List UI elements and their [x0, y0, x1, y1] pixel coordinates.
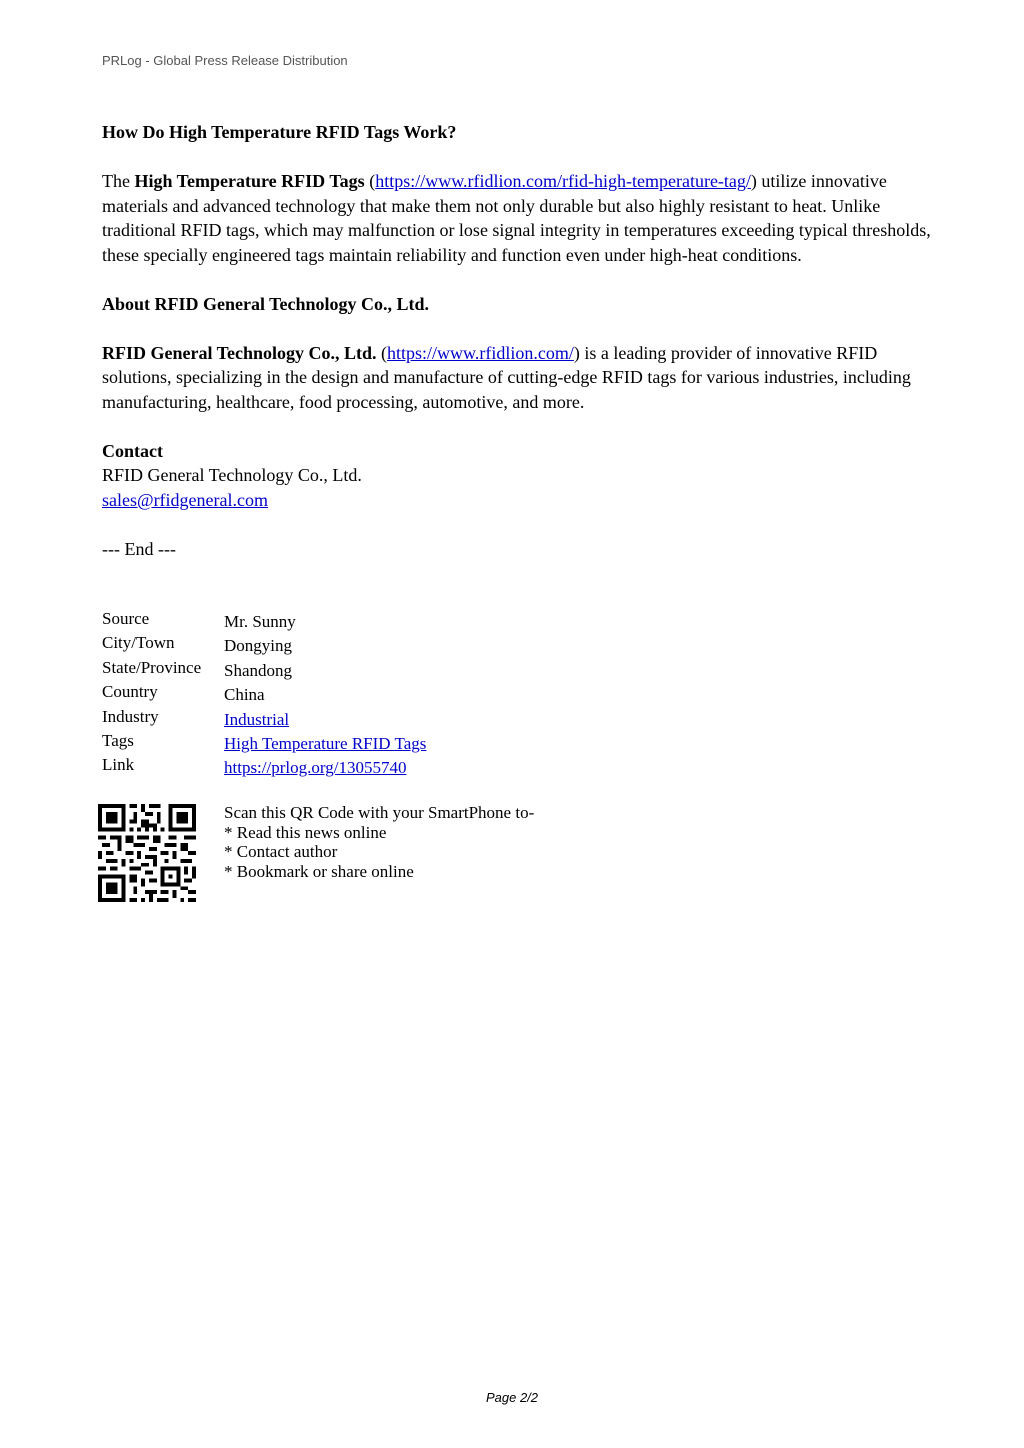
contact-email-link[interactable]: sales@rfidgeneral.com — [102, 489, 269, 510]
end-marker: --- End --- — [102, 538, 176, 559]
qr-line: Scan this QR Code with your SmartPhone to- — [224, 803, 535, 822]
high-temp-tag-link[interactable]: https://www.rfidlion.com/rfid-high-temperature-tag/ — [375, 171, 751, 191]
meta-row-city — [102, 633, 426, 657]
paragraph-about-bold: RFID General Technology Co., Ltd. — [102, 342, 377, 363]
meta-row-tags — [102, 731, 426, 755]
contact-company: RFID General Technology Co., Ltd. — [102, 465, 362, 485]
meta-key: State/Province — [102, 657, 202, 677]
paragraph-how — [102, 169, 932, 267]
meta-value: Shandong — [224, 660, 292, 680]
page-number: Page 2/2 — [485, 1390, 539, 1405]
page-header: PRLog - Global Press Release Distribution — [102, 53, 348, 68]
contact-heading: Contact — [102, 440, 163, 461]
meta-key: Link — [102, 755, 135, 775]
meta-value: China — [224, 685, 265, 705]
meta-key: Source — [102, 609, 150, 628]
section-heading-how: How Do High Temperature RFID Tags Work? — [102, 122, 457, 142]
qr-line: * Contact author — [224, 842, 338, 861]
paragraph-about-rest: ) is a leading provider of innovative RFID solutions, specializing in the design and manufacture of cutting-edge RFID tags for various industries, including manufacturing, healthcare, food processing, automotive, and more. — [102, 342, 911, 412]
meta-row-country — [102, 682, 426, 706]
paragraph-how-bold: High Temperature RFID Tags — [134, 171, 365, 191]
qr-line: * Read this news online — [224, 822, 387, 842]
meta-value: Dongying — [224, 636, 292, 656]
industry-link[interactable]: Industrial — [224, 709, 290, 729]
meta-key: Industry — [102, 706, 159, 726]
meta-row-source — [102, 609, 426, 633]
meta-key: City/Town — [102, 633, 175, 653]
meta-key: Country — [102, 682, 158, 702]
meta-row-state — [102, 658, 426, 682]
section-heading-about: About RFID General Technology Co., Ltd. — [102, 293, 430, 314]
paragraph-about — [102, 341, 932, 415]
paragraph-about-open: ( — [376, 342, 388, 363]
meta-key: Tags — [102, 730, 134, 750]
meta-row-industry — [102, 707, 426, 731]
qr-instructions — [224, 803, 534, 881]
meta-table — [102, 609, 426, 780]
prlog-link[interactable]: https://prlog.org/13055740 — [224, 758, 407, 778]
article-body — [102, 120, 932, 586]
contact-block — [102, 439, 932, 513]
paragraph-how-prefix: The — [102, 171, 135, 191]
paragraph-how-rest: ) utilize innovative materials and advanced technology that make them not only durable but also highly resistant to heat. Unlike traditional RFID tags, which may malfunction or lose signal integrity in temperatures exceeding typical thresholds, these specially engineered tags maintain reliability and function even under high-heat conditions. — [102, 171, 931, 265]
qr-code-icon[interactable] — [98, 804, 196, 902]
company-website-link[interactable]: https://www.rfidlion.com/ — [387, 342, 574, 363]
paragraph-how-open: ( — [364, 171, 376, 191]
qr-line: * Bookmark or share online — [224, 861, 414, 881]
meta-value: Mr. Sunny — [224, 612, 296, 631]
tags-link[interactable]: High Temperature RFID Tags — [224, 733, 427, 753]
meta-row-link — [102, 755, 426, 779]
